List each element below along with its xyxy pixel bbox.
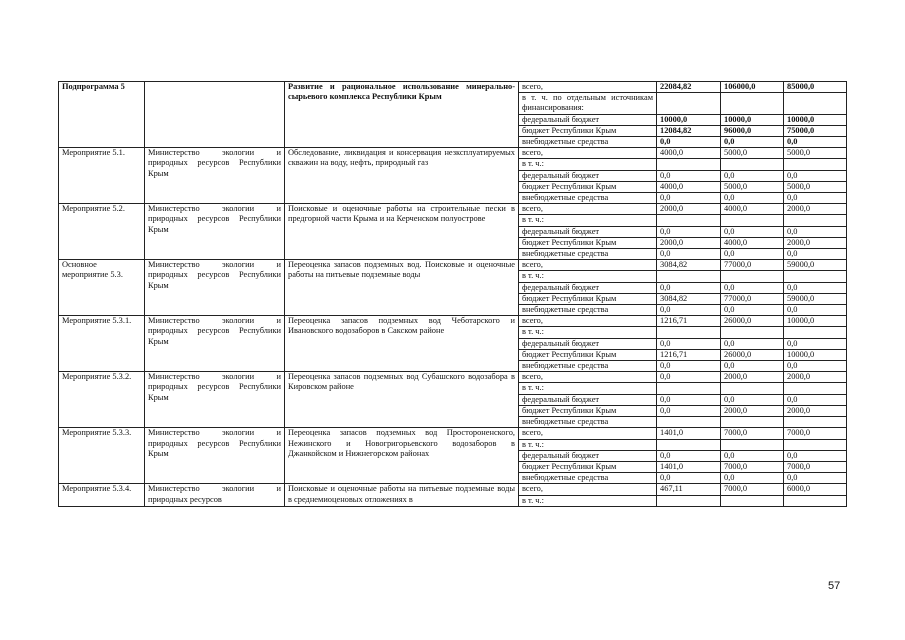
table-row — [59, 204, 847, 215]
amount-cell: 0,0 — [721, 361, 784, 372]
amount-cell — [721, 439, 784, 450]
amount-cell: 0,0 — [721, 394, 784, 405]
amount-cell: 0,0 — [784, 361, 847, 372]
amount-cell: 0,0 — [657, 405, 721, 416]
funding-source-cell: всего, — [519, 204, 657, 215]
amount-cell: 0,0 — [657, 450, 721, 461]
item-name-cell: Поисковые и оценочные работы на питьевые подземные воды в среднемиоценовых отложениях в — [285, 484, 519, 506]
amount-cell — [657, 327, 721, 338]
funding-source-cell: внебюджетные средства — [519, 249, 657, 260]
amount-cell: 0,0 — [784, 394, 847, 405]
amount-cell: 0,0 — [721, 170, 784, 181]
amount-cell: 10000,0 — [657, 114, 721, 125]
item-name-cell: Переоценка запасов подземных вод Субашского водозабора в Кировском районе — [285, 372, 519, 428]
funding-source-cell: всего, — [519, 148, 657, 159]
amount-cell: 26000,0 — [721, 349, 784, 360]
item-name-cell: Поисковые и оценочные работы на строительные пески в предгорной части Крыма и на Керченском полуострове — [285, 204, 519, 260]
amount-cell: 1401,0 — [657, 461, 721, 472]
amount-cell: 2000,0 — [784, 204, 847, 215]
funding-source-cell: внебюджетные средства — [519, 137, 657, 148]
item-name-cell: Обследование, ликвидация и консервация незксплуатируемых скважин на воду, нефть, природный газ — [285, 148, 519, 204]
amount-cell: 0,0 — [657, 282, 721, 293]
funding-source-cell: бюджет Республики Крым — [519, 181, 657, 192]
amount-cell: 0,0 — [721, 282, 784, 293]
amount-cell: 0,0 — [657, 394, 721, 405]
table-row — [59, 82, 847, 93]
program-item-cell: Основное мероприятие 5.3. — [59, 260, 145, 316]
table-row — [59, 148, 847, 159]
item-name-cell: Переоценка запасов подземных вод Простороненского, Нежинского и Новогригорьевского водозаборов в Джанкойском и Нижнегорском районах — [285, 428, 519, 484]
amount-cell: 0,0 — [784, 473, 847, 484]
funding-source-cell: в т. ч.: — [519, 495, 657, 506]
amount-cell: 0,0 — [784, 193, 847, 204]
funding-source-cell: федеральный бюджет — [519, 394, 657, 405]
amount-cell — [721, 383, 784, 394]
amount-cell: 0,0 — [657, 305, 721, 316]
amount-cell: 0,0 — [784, 137, 847, 148]
amount-cell: 0,0 — [784, 450, 847, 461]
executor-cell: Министерство экологии и природных ресурсов Республики Крым — [145, 260, 285, 316]
amount-cell — [721, 215, 784, 226]
amount-cell — [721, 417, 784, 428]
executor-cell: Министерство экологии и природных ресурсов — [145, 484, 285, 506]
amount-cell: 4000,0 — [721, 204, 784, 215]
amount-cell: 0,0 — [721, 226, 784, 237]
amount-cell: 10000,0 — [784, 114, 847, 125]
program-item-cell: Подпрограмма 5 — [59, 82, 145, 148]
amount-cell: 7000,0 — [784, 461, 847, 472]
executor-cell: Министерство экологии и природных ресурсов Республики Крым — [145, 148, 285, 204]
amount-cell: 3084,82 — [657, 260, 721, 271]
funding-source-cell: в т. ч.: — [519, 327, 657, 338]
amount-cell: 2000,0 — [721, 405, 784, 416]
amount-cell: 10000,0 — [784, 316, 847, 327]
amount-cell: 2000,0 — [784, 372, 847, 383]
table-row — [59, 260, 847, 271]
amount-cell: 0,0 — [657, 361, 721, 372]
amount-cell: 0,0 — [657, 193, 721, 204]
amount-cell: 5000,0 — [784, 181, 847, 192]
amount-cell: 3084,82 — [657, 293, 721, 304]
executor-cell: Министерство экологии и природных ресурсов Республики Крым — [145, 204, 285, 260]
amount-cell: 2000,0 — [657, 204, 721, 215]
amount-cell: 1216,71 — [657, 349, 721, 360]
funding-source-cell: внебюджетные средства — [519, 305, 657, 316]
table-row — [59, 372, 847, 383]
amount-cell: 0,0 — [721, 249, 784, 260]
table-row — [59, 428, 847, 439]
amount-cell: 0,0 — [721, 473, 784, 484]
amount-cell: 77000,0 — [721, 260, 784, 271]
item-name-cell: Развитие и рациональное использование минерально-сырьевого комплекса Республики Крым — [285, 82, 519, 148]
funding-source-cell: федеральный бюджет — [519, 338, 657, 349]
amount-cell — [784, 495, 847, 506]
amount-cell: 2000,0 — [784, 405, 847, 416]
program-item-cell: Мероприятие 5.3.1. — [59, 316, 145, 372]
amount-cell: 7000,0 — [784, 428, 847, 439]
executor-cell — [145, 82, 285, 148]
amount-cell: 59000,0 — [784, 293, 847, 304]
amount-cell: 0,0 — [657, 372, 721, 383]
funding-source-cell: в т. ч. по отдельным источникам финансирования: — [519, 93, 657, 114]
amount-cell — [721, 495, 784, 506]
amount-cell: 4000,0 — [657, 181, 721, 192]
funding-source-cell: всего, — [519, 82, 657, 93]
funding-source-cell: всего, — [519, 484, 657, 495]
amount-cell: 0,0 — [784, 282, 847, 293]
amount-cell — [721, 93, 784, 114]
amount-cell — [657, 495, 721, 506]
amount-cell: 26000,0 — [721, 316, 784, 327]
amount-cell — [657, 439, 721, 450]
amount-cell — [657, 271, 721, 282]
amount-cell — [657, 215, 721, 226]
program-item-cell: Мероприятие 5.1. — [59, 148, 145, 204]
amount-cell: 96000,0 — [721, 125, 784, 136]
funding-source-cell: в т. ч.: — [519, 383, 657, 394]
amount-cell: 0,0 — [784, 170, 847, 181]
amount-cell: 5000,0 — [721, 181, 784, 192]
amount-cell — [784, 159, 847, 170]
amount-cell: 5000,0 — [784, 148, 847, 159]
amount-cell — [784, 327, 847, 338]
amount-cell: 77000,0 — [721, 293, 784, 304]
amount-cell: 0,0 — [657, 338, 721, 349]
funding-source-cell: всего, — [519, 316, 657, 327]
amount-cell: 0,0 — [721, 193, 784, 204]
funding-source-cell: в т. ч.: — [519, 439, 657, 450]
amount-cell: 2000,0 — [657, 237, 721, 248]
amount-cell: 0,0 — [657, 249, 721, 260]
funding-source-cell: всего, — [519, 428, 657, 439]
amount-cell: 0,0 — [721, 305, 784, 316]
funding-source-cell: всего, — [519, 260, 657, 271]
amount-cell — [657, 383, 721, 394]
funding-source-cell: бюджет Республики Крым — [519, 349, 657, 360]
program-item-cell: Мероприятие 5.3.4. — [59, 484, 145, 506]
program-item-cell: Мероприятие 5.2. — [59, 204, 145, 260]
amount-cell: 7000,0 — [721, 484, 784, 495]
amount-cell: 0,0 — [721, 450, 784, 461]
funding-source-cell: всего, — [519, 372, 657, 383]
executor-cell: Министерство экологии и природных ресурсов Республики Крым — [145, 372, 285, 428]
funding-source-cell: бюджет Республики Крым — [519, 237, 657, 248]
amount-cell: 59000,0 — [784, 260, 847, 271]
program-item-cell: Мероприятие 5.3.2. — [59, 372, 145, 428]
funding-source-cell: бюджет Республики Крым — [519, 293, 657, 304]
funding-source-cell: в т. ч.: — [519, 159, 657, 170]
amount-cell: 0,0 — [784, 338, 847, 349]
amount-cell — [721, 327, 784, 338]
amount-cell: 0,0 — [784, 249, 847, 260]
table-row — [59, 484, 847, 495]
funding-source-cell: внебюджетные средства — [519, 417, 657, 428]
item-name-cell: Переоценка запасов подземных вод Чеботарского и Ивановского водозаборов в Сакском районе — [285, 316, 519, 372]
amount-cell: 6000,0 — [784, 484, 847, 495]
amount-cell: 1216,71 — [657, 316, 721, 327]
amount-cell: 0,0 — [721, 137, 784, 148]
program-item-cell: Мероприятие 5.3.3. — [59, 428, 145, 484]
amount-cell: 106000,0 — [721, 82, 784, 93]
amount-cell — [784, 417, 847, 428]
funding-source-cell: федеральный бюджет — [519, 450, 657, 461]
amount-cell: 0,0 — [657, 137, 721, 148]
amount-cell: 10000,0 — [784, 349, 847, 360]
amount-cell: 7000,0 — [721, 461, 784, 472]
amount-cell: 2000,0 — [721, 372, 784, 383]
amount-cell — [784, 93, 847, 114]
funding-source-cell: федеральный бюджет — [519, 170, 657, 181]
amount-cell: 467,11 — [657, 484, 721, 495]
funding-source-cell: в т. ч.: — [519, 215, 657, 226]
amount-cell: 0,0 — [657, 170, 721, 181]
amount-cell — [784, 215, 847, 226]
amount-cell: 2000,0 — [784, 237, 847, 248]
executor-cell: Министерство экологии и природных ресурсов Республики Крым — [145, 316, 285, 372]
table-row — [59, 316, 847, 327]
amount-cell — [721, 159, 784, 170]
amount-cell: 0,0 — [657, 226, 721, 237]
funding-source-cell: в т. ч.: — [519, 271, 657, 282]
amount-cell: 22084,82 — [657, 82, 721, 93]
funding-source-cell: федеральный бюджет — [519, 226, 657, 237]
funding-source-cell: бюджет Республики Крым — [519, 125, 657, 136]
amount-cell: 10000,0 — [721, 114, 784, 125]
amount-cell — [657, 93, 721, 114]
funding-source-cell: внебюджетные средства — [519, 361, 657, 372]
amount-cell: 0,0 — [721, 338, 784, 349]
amount-cell — [721, 271, 784, 282]
funding-source-cell: бюджет Республики Крым — [519, 461, 657, 472]
amount-cell: 5000,0 — [721, 148, 784, 159]
funding-source-cell: внебюджетные средства — [519, 193, 657, 204]
amount-cell: 1401,0 — [657, 428, 721, 439]
amount-cell — [657, 417, 721, 428]
amount-cell: 7000,0 — [721, 428, 784, 439]
funding-source-cell: бюджет Республики Крым — [519, 405, 657, 416]
amount-cell — [657, 159, 721, 170]
funding-source-cell: федеральный бюджет — [519, 282, 657, 293]
item-name-cell: Переоценка запасов подземных вод. Поисковые и оценочные работы на питьевые подземные воды — [285, 260, 519, 316]
budget-table — [58, 81, 847, 507]
amount-cell: 0,0 — [784, 226, 847, 237]
amount-cell — [784, 383, 847, 394]
page-number: 57 — [828, 580, 841, 592]
funding-source-cell: внебюджетные средства — [519, 473, 657, 484]
amount-cell: 0,0 — [657, 473, 721, 484]
amount-cell: 75000,0 — [784, 125, 847, 136]
executor-cell: Министерство экологии и природных ресурсов Республики Крым — [145, 428, 285, 484]
amount-cell: 0,0 — [784, 305, 847, 316]
amount-cell — [784, 271, 847, 282]
amount-cell: 85000,0 — [784, 82, 847, 93]
amount-cell: 4000,0 — [721, 237, 784, 248]
funding-source-cell: федеральный бюджет — [519, 114, 657, 125]
amount-cell — [784, 439, 847, 450]
amount-cell: 4000,0 — [657, 148, 721, 159]
amount-cell: 12084,82 — [657, 125, 721, 136]
